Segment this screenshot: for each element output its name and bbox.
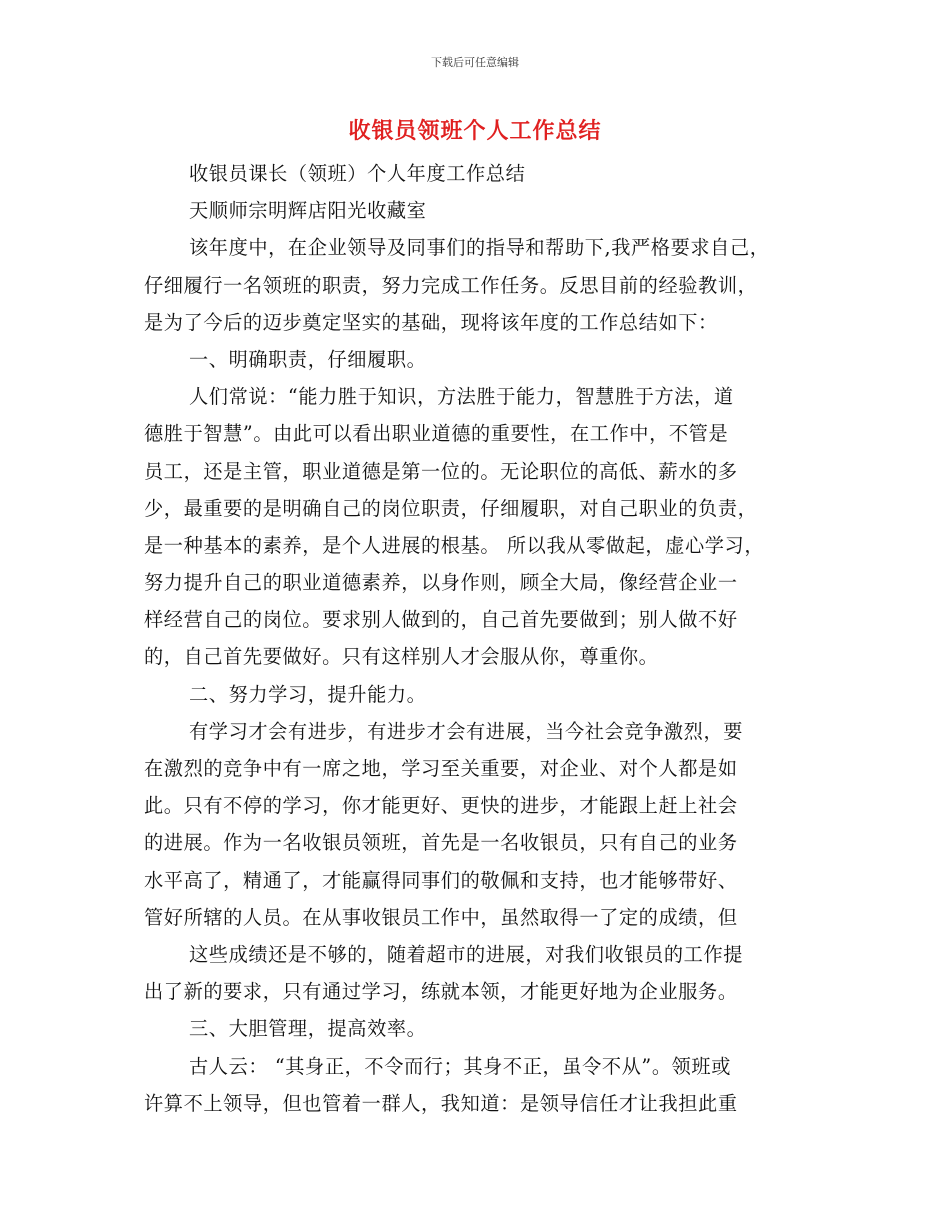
- document-body: [144, 155, 814, 1122]
- text-line: 这些成绩还是不够的，随着超市的进展，对我们收银员的工作提: [189, 942, 744, 966]
- text-line: 少，最重要的是明确自己的岗位职责，仔细履职，对自己职业的负责，: [144, 496, 758, 520]
- text-line: 收银员课长（领班）个人年度工作总结: [189, 162, 526, 185]
- text-line: 三、大胆管理，提高效率。: [189, 1017, 427, 1041]
- text-line: 有学习才会有进步，有进步才会有进展，当今社会竞争激烈，要: [189, 719, 744, 743]
- text-line: 人们常说：“能力胜于知识，方法胜于能力，智慧胜于方法，道: [189, 385, 734, 409]
- text-line: 样经营自己的岗位。要求别人做到的，自己首先要做到；别人做不好: [144, 608, 738, 632]
- text-line: 仔细履行一名领班的职责，努力完成工作任务。反思目前的经验教训，: [144, 273, 758, 297]
- text-line: 努力提升自己的职业道德素养，以身作则，顾全大局，像经营企业一: [144, 571, 738, 595]
- text-line: 是一种基本的素养，是个人进展的根基。 所以我从零做起，虚心学习，: [144, 533, 765, 557]
- text-line: 在激烈的竞争中有一席之地，学习至关重要，对企业、对个人都是如: [144, 757, 738, 780]
- text-line: 许算不上领导，但也管着一群人，我知道：是领导信任才让我担此重: [144, 1091, 738, 1115]
- text-line: 一、明确职责，仔细履职。: [189, 347, 427, 371]
- text-line: 此。只有不停的学习，你才能更好、更快的进步，才能跟上赶上社会: [144, 794, 738, 818]
- text-line: 出了新的要求，只有通过学习，练就本领，才能更好地为企业服务。: [144, 980, 738, 1004]
- text-line: 二、努力学习，提升能力。: [189, 682, 427, 706]
- text-line: 古人云： “其身正，不令而行；其身不正，虽令不从”。领班或: [189, 1054, 731, 1078]
- text-line: 水平高了，精通了，才能赢得同事们的敬佩和支持，也才能够带好、: [144, 868, 738, 892]
- text-line: 的进展。作为一名收银员领班，首先是一名收银员，只有自己的业务: [144, 831, 738, 855]
- text-line: 该年度中，在企业领导及同事们的指导和帮助下,我严格要求自己，: [189, 236, 770, 260]
- text-line: 是为了今后的迈步奠定坚实的基础，现将该年度的工作总结如下：: [144, 310, 718, 334]
- document-title: 收银员领班个人工作总结: [348, 119, 602, 144]
- text-line: 的，自己首先要做好。只有这样别人才会服从你，尊重你。: [144, 645, 659, 669]
- text-line: 管好所辖的人员。在从事收银员工作中，虽然取得一了定的成绩，但: [144, 905, 738, 929]
- text-line: 德胜于智慧”。由此可以看出职业道德的重要性，在工作中，不管是: [144, 422, 729, 446]
- text-line: 员工，还是主管，职业道德是第一位的。无论职位的高低、薪水的多: [144, 459, 738, 483]
- header-note: 下载后可任意编辑: [431, 56, 519, 69]
- text-line: 天顺师宗明辉店阳光收藏室: [189, 199, 427, 223]
